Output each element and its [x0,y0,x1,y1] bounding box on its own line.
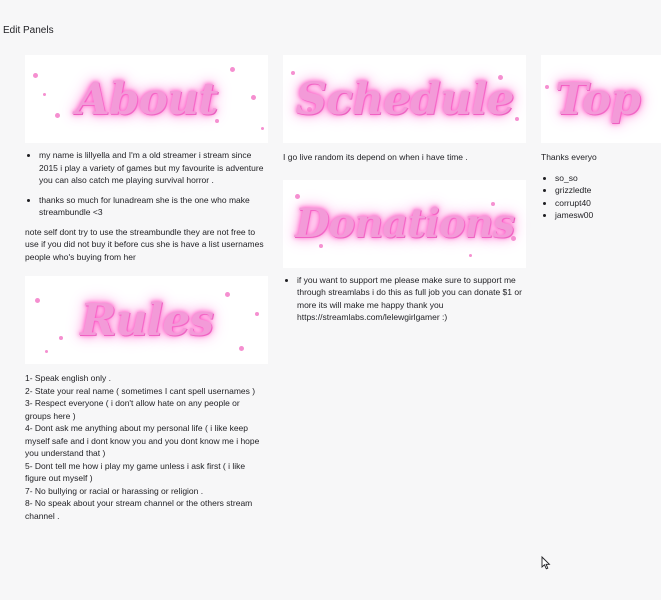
panel-column-1 [25,55,268,522]
about-bullet: • thanks so much for lunadream she is the one who make streambundle <3 [39,194,268,219]
top-banner [541,55,661,143]
edit-panels-label: Edit Panels [3,25,54,36]
donations-bullet: • if you want to support me please make sure to support me through streamlabs i do this as full job you can donate $1 or more its will make me happy thank you https://streamlabs.com/lelewgirlgamer :) [297,274,526,324]
rule-item: 7- No bullying or racial or harassing or religion . [25,485,204,496]
schedule-banner-title: Schedule [295,73,514,125]
about-banner-title: About [75,73,218,125]
rule-item: 3- Respect everyone ( i don't allow hate on any people or groups here ) [25,398,240,421]
rules-panel-text [25,372,268,522]
donations-panel-text [283,274,526,324]
donations-banner [283,180,526,268]
schedule-panel-text [283,151,526,164]
top-intro: Thanks everyo [541,152,597,162]
top-item: • jamesw00 [555,209,600,222]
top-item: • so_so [555,172,600,185]
top-panel-text [541,151,600,222]
about-bullet: • my name is lillyella and I'm a old streamer i stream since 2015 i play a variety of games but my favourite is adventure you can also catch me playing survival horror . [39,149,268,187]
mouse-cursor-icon [541,556,551,570]
panel-column-3 [541,55,661,222]
top-item: • corrupt40 [555,197,600,210]
about-banner [25,55,268,143]
rule-item: 1- Speak english only . [25,373,111,383]
top-banner-title: Top [555,73,640,125]
about-note: note self dont try to use the streambundle they are not free to use if you did not buy it before cus she is have a list usernames people who's buying from her [25,226,264,262]
donations-banner-title: Donations [294,200,515,247]
rules-banner [25,276,268,364]
top-item: • grizzledte [555,184,600,197]
rule-item: 8- No speak about your stream channel or the others stream channel . [25,498,253,521]
rule-item: 5- Dont tell me how i play my game unless i ask first ( i like figure out myself ) [25,460,246,483]
rules-banner-title: Rules [79,294,214,346]
rule-item: 2- State your real name ( sometimes I cant spell usernames ) [25,385,256,396]
about-panel-text [25,149,268,263]
schedule-text: I go live random its depend on when i have time . [283,152,468,162]
schedule-banner [283,55,526,143]
rule-item: 4- Dont ask me anything about my personal life ( i like keep myself safe and i dont know you and you dont know me i hope you understand that ) [25,423,260,458]
panel-column-2 [283,55,526,331]
